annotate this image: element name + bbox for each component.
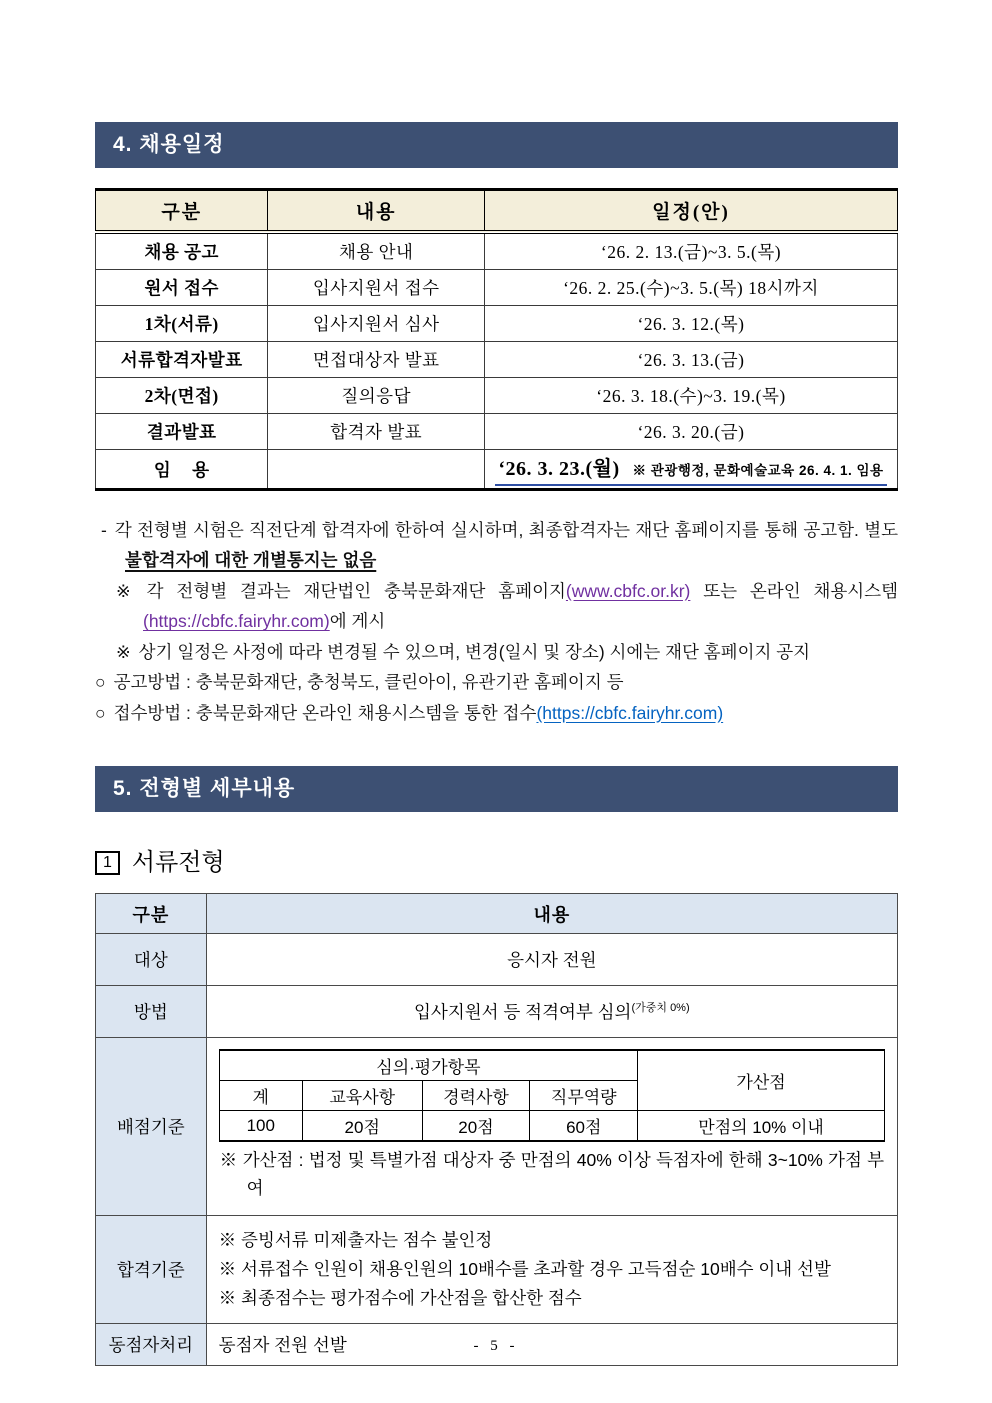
schedule-category: 원서 접수 [96,270,268,306]
note-text: 접수방법 : 충북문화재단 온라인 채용시스템을 통한 접수 [113,702,537,723]
schedule-category: 채용 공고 [96,232,268,270]
note-announcement-method [95,667,898,697]
table-row [96,306,898,342]
circle-bullet: ○ [95,672,106,693]
schedule-notes [95,515,898,728]
pass-line: ※ 증빙서류 미제출자는 점수 불인정 [218,1230,493,1251]
row-label-target: 대상 [96,934,207,986]
schedule-content [268,450,485,490]
schedule-content: 합격자 발표 [268,414,485,450]
note-text-emphasis: 불합격자에 대한 개별통지는 없음 [125,550,377,571]
fairyhr-link[interactable]: (https://cbfc.fairyhr.com) [143,611,330,632]
page-content [95,0,898,1366]
schedule-header-row [96,190,898,233]
table-row [219,1111,884,1142]
row-label-scoring: 배점기준 [96,1038,207,1216]
schedule-category: 2차(면접) [96,378,268,414]
inner-value-total: 100 [219,1111,302,1142]
schedule-content: 면접대상자 발표 [268,342,485,378]
detail-header-content: 내용 [206,894,897,934]
schedule-content: 채용 안내 [268,232,485,270]
note-schedule-change [95,637,898,667]
note-individual-notice [95,515,898,576]
inner-col-competency: 직무역량 [530,1081,638,1111]
final-date-underline [495,452,886,486]
schedule-category: 서류합격자발표 [96,342,268,378]
schedule-content: 입사지원서 심사 [268,306,485,342]
note-text: 상기 일정은 사정에 따라 변경될 수 있으며, 변경(일시 및 장소) 시에는 재단 홈페이지 공지 [138,641,811,662]
detail-header-category: 구분 [96,894,207,934]
schedule-date: ‘26. 3. 20.(금) [484,414,897,450]
section5-title: 5. 전형별 세부내용 [113,777,296,801]
pass-line: ※ 서류접수 인원이 채용인원의 10배수를 초과할 경우 고득점순 10배수 이내 선발 [218,1259,831,1280]
section5-title-bar [95,766,898,812]
inner-value-career: 20점 [422,1111,530,1142]
subsection-title-text: 서류전형 [131,850,225,877]
scoring-note: ※ 가산점 : 법정 및 특별가점 대상자 중 만점의 40% 이상 득점자에 한해 3~10% 가점 부여 [219,1150,884,1199]
fairyhr-apply-link[interactable]: (https://cbfc.fairyhr.com) [536,702,724,723]
schedule-date: ‘26. 2. 13.(금)~3. 5.(목) [484,232,897,270]
cbfc-homepage-link[interactable]: (www.cbfc.or.kr) [565,580,691,601]
method-value [206,986,897,1038]
boxed-number-icon: 1 [95,851,120,875]
table-row [96,270,898,306]
inner-group-header: 심의·평가항목 [219,1050,637,1081]
reference-mark-icon: ※ [116,641,131,662]
table-row [96,232,898,270]
table-row [96,934,898,986]
note-application-method [95,698,898,728]
schedule-category: 1차(서류) [96,306,268,342]
method-superscript: (가중치 0%) [631,1002,690,1015]
note-text: 에 게시 [329,611,386,632]
table-row [96,378,898,414]
schedule-header-content: 내용 [268,190,485,233]
section4-title-bar [95,122,898,168]
scoring-inner-table [219,1049,885,1142]
inner-value-competency: 60점 [530,1111,638,1142]
table-row [96,414,898,450]
inner-value-education: 20점 [302,1111,422,1142]
table-row [96,342,898,378]
row-label-pass: 합격기준 [96,1216,207,1324]
schedule-date: ‘26. 3. 12.(목) [484,306,897,342]
pass-line: ※ 최종점수는 평가점수에 가산점을 합산한 점수 [218,1288,582,1309]
dash-bullet: - [101,520,107,540]
final-date-note: ※ 관광행정, 문화예술교육 26. 4. 1. 임용 [632,463,884,478]
table-row [96,1038,898,1216]
row-label-tie: 동점자처리 [96,1324,207,1366]
scoring-cell [206,1038,897,1216]
schedule-content: 질의응답 [268,378,485,414]
note-result-posting [95,576,898,637]
table-row [96,1216,898,1324]
method-text: 입사지원서 등 적격여부 심의 [414,1002,632,1023]
schedule-header-date: 일정(안) [484,190,897,233]
final-date: ‘26. 3. 23.(월) [498,458,620,480]
note-text: 각 전형별 결과는 재단법인 충북문화재단 홈페이지 [146,580,566,601]
inner-col-career: 경력사항 [422,1081,530,1111]
table-row [96,450,898,490]
schedule-date: ‘26. 3. 13.(금) [484,342,897,378]
schedule-content: 입사지원서 접수 [268,270,485,306]
inner-value-bonus: 만점의 10% 이내 [638,1111,885,1142]
section4-title: 4. 채용일정 [113,133,225,156]
schedule-category: 임 용 [96,450,268,490]
subsection-title [95,842,898,877]
inner-col-total: 계 [219,1081,302,1111]
schedule-date: ‘26. 3. 18.(수)~3. 19.(목) [484,378,897,414]
table-row [219,1050,884,1081]
circle-bullet: ○ [95,702,106,723]
note-text: 각 전형별 시험은 직전단계 합격자에 한하여 실시하며, 최종합격자는 재단 홈페이지를 통해 공고함. 별도 [114,520,898,540]
page-number: - 5 - [473,1338,519,1354]
target-value: 응시자 전원 [206,934,897,986]
schedule-header-category: 구분 [96,190,268,233]
schedule-table [95,188,898,491]
document-screening-table [95,893,898,1366]
note-text: 공고방법 : 충북문화재단, 충청북도, 클린아이, 유관기관 홈페이지 등 [113,672,624,693]
reference-mark-icon: ※ [116,580,139,601]
inner-col-education: 교육사항 [302,1081,422,1111]
row-label-method: 방법 [96,986,207,1038]
table-row [96,986,898,1038]
inner-bonus-header: 가산점 [638,1050,885,1111]
schedule-category: 결과발표 [96,414,268,450]
schedule-date: ‘26. 2. 25.(수)~3. 5.(목) 18시까지 [484,270,897,306]
detail-header-row [96,894,898,934]
note-text: 또는 온라인 채용시스템 [690,580,898,601]
schedule-date-final [484,450,897,490]
pass-criteria-cell [206,1216,897,1324]
tie-value: 동점자 전원 선발 [206,1324,897,1366]
